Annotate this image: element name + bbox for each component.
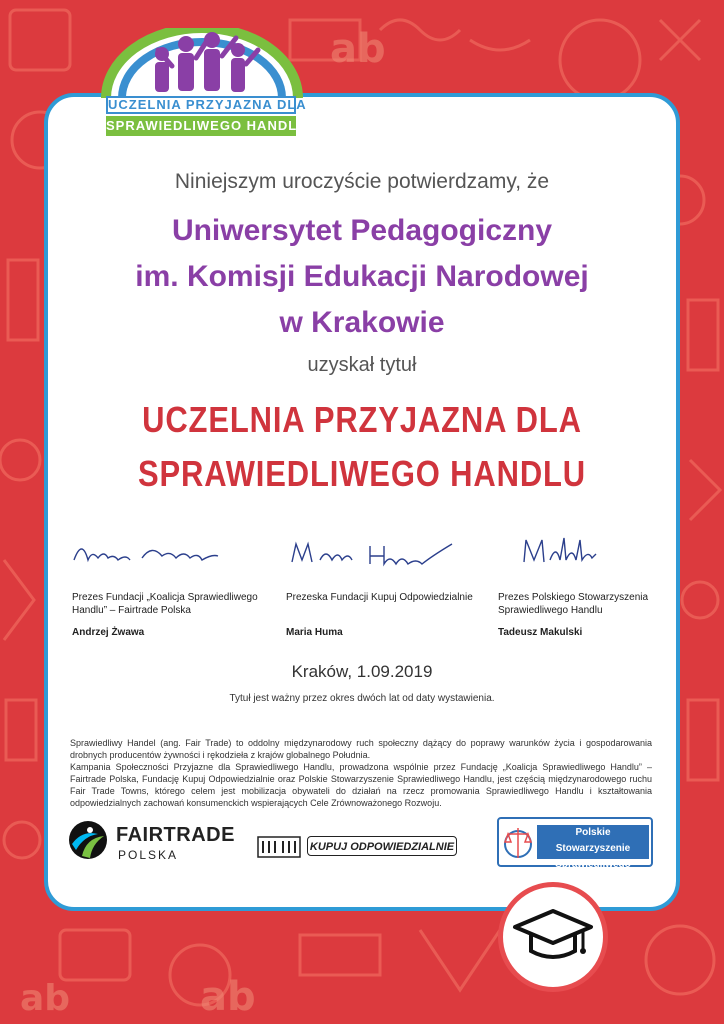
kupuj-odpowiedzialnie-logo bbox=[257, 833, 467, 859]
signatory-name: Maria Huma bbox=[286, 627, 343, 638]
signatory-3 bbox=[498, 532, 698, 638]
logo-line-2: SPRAWIEDLIWEGO HANDLU bbox=[106, 116, 296, 136]
place-date: Kraków, 1.09.2019 bbox=[291, 662, 433, 681]
university-line-1: Uniwersytet Pedagogiczny bbox=[171, 214, 553, 247]
fairtrade-logo bbox=[68, 818, 235, 866]
validity-note: Tytuł jest ważny przez okres dwóch lat od daty wystawienia. bbox=[229, 693, 495, 704]
fairtrade-sub: POLSKA bbox=[118, 848, 179, 862]
campaign-logo bbox=[100, 28, 308, 142]
graduation-badge bbox=[498, 882, 608, 992]
fairtrade-mark-icon bbox=[68, 818, 108, 862]
pss-text bbox=[537, 825, 649, 886]
title-line-1: UCZELNIA PRZYJAZNA DLA bbox=[142, 399, 582, 440]
pss-line-2: Sprawiedliwego Handlu bbox=[555, 859, 631, 886]
signatory-name: Andrzej Żwawa bbox=[72, 627, 145, 638]
signature-image bbox=[72, 532, 252, 572]
info-text bbox=[70, 737, 652, 809]
title-line-2: SPRAWIEDLIWEGO HANDLU bbox=[137, 453, 587, 494]
svg-text:ab: ab bbox=[20, 978, 71, 1019]
signatory-name: Tadeusz Makulski bbox=[498, 627, 583, 638]
pss-logo bbox=[497, 817, 653, 886]
svg-text:ab: ab bbox=[330, 26, 386, 72]
award-title bbox=[51, 393, 674, 501]
signatory-role: Prezeska Fundacji Kupuj Odpowiedzialnie bbox=[286, 592, 473, 603]
kupuj-text: KUPUJ ODPOWIEDZIALNIE bbox=[307, 836, 457, 856]
fairtrade-name: FAIRTRADE bbox=[116, 824, 235, 846]
signatory-1 bbox=[72, 532, 272, 638]
university-line-2: im. Komisji Edukacji Narodowej bbox=[135, 260, 589, 293]
svg-text:ab: ab bbox=[200, 974, 256, 1020]
signatory-role: Prezes Fundacji „Koalicja Sprawiedliwego Handlu” – Fairtrade Polska bbox=[72, 592, 258, 616]
scales-globe-icon bbox=[503, 822, 533, 862]
info-paragraph-1: Sprawiedliwy Handel (ang. Fair Trade) to oddolny międzynarodowy ruch społeczny dążący do poprawy warunków życia i gospodarowania drobnych producentów żywności i rękodzieła z krajów globalnego Południa. bbox=[70, 738, 652, 760]
people-rainbow-icon bbox=[100, 28, 304, 98]
university-line-3: w Krakowie bbox=[279, 306, 445, 339]
signatory-role: Prezes Polskiego Stowarzyszenia Sprawiedliwego Handlu bbox=[498, 592, 649, 616]
signature-image bbox=[498, 532, 678, 572]
intro-text: Niniejszym uroczyście potwierdzamy, że bbox=[174, 170, 550, 193]
obtained-text: uzyskał tytuł bbox=[307, 354, 417, 376]
info-paragraph-2: Kampania Społeczności Przyjazne dla Sprawiedliwego Handlu, prowadzona wspólnie przez Fundację „Koalicja Sprawiedliwego Handlu” – Fairtrade Polska, Fundację Kupuj Odpowiedzialnie oraz Polskie Stowarzyszenie Sprawiedliwego Handlu, jest częścią międzynarodowego ruchu Fair Trade Towns, którego celem jest mobilizacja obywateli do działań na rzecz promowania Sprawiedliwego Handlu i kształtowania odpowiedzialnych zachowań konsumenckich wspierających Cele Zrównoważonego Rozwoju. bbox=[70, 762, 652, 808]
signatory-2 bbox=[286, 532, 486, 638]
logo-line-1: UCZELNIA PRZYJAZNA DLA bbox=[108, 97, 307, 112]
pss-line-1: Polskie Stowarzyszenie bbox=[555, 827, 631, 854]
university-name bbox=[0, 208, 724, 346]
signature-image bbox=[286, 532, 466, 572]
graduation-cap-icon bbox=[503, 887, 603, 987]
building-icon bbox=[257, 835, 301, 859]
